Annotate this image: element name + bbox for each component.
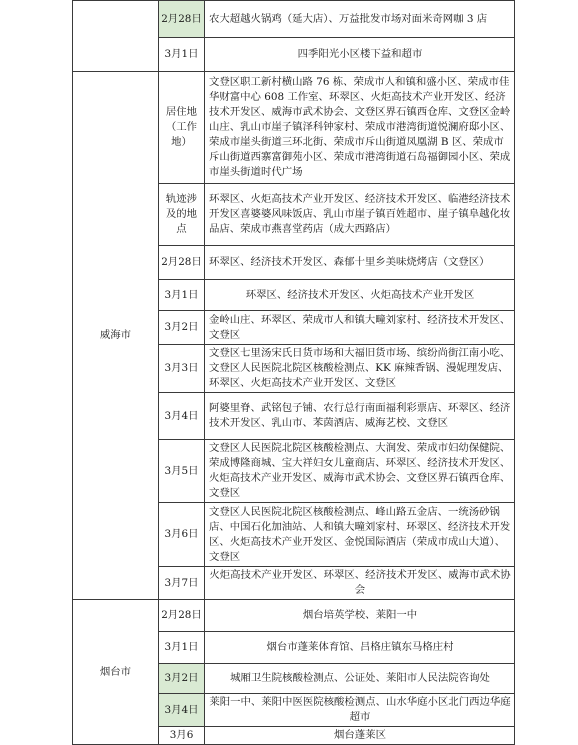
track-label: 轨迹涉及的地点 <box>159 184 205 246</box>
document <box>72 0 515 745</box>
location-cell: 烟台市蓬莱体育馆、吕格庄镇东马格庄村 <box>205 632 515 664</box>
location-cell: 环翠区、火炬高技术产业开发区、经济技术开发区、临港经济技术开发区喜婆婆风味饭店、乳山市崖子镇百姓超市、崖子镇阜越化妆品店、荣成市燕喜堂药店（成大西路店） <box>205 184 515 246</box>
location-cell: 环翠区、经济技术开发区、火炬高技术产业开发区 <box>205 280 515 311</box>
date-cell: 3月4日 <box>159 393 205 440</box>
location-cell: 文登区七里汤宋氏日货市场和大福旧货市场、缤纷尚街江南小吃、文登区人民医院北院区核酸检测点、KK 麻辣香锅、漫妮理发店、环翠区、火炬高技术产业开发区、文登区 <box>205 345 515 393</box>
date-cell: 3月3日 <box>159 345 205 393</box>
city-cell: 威海市 <box>73 72 159 600</box>
date-cell: 2月28日 <box>159 600 205 632</box>
location-cell: 环翠区、经济技术开发区、森郁十里乡美味烧烤店（文登区） <box>205 246 515 280</box>
location-cell: 文登区人民医院北院区核酸检测点、大润发、荣成市妇幼保健院、荣成博隆商城、宝大祥妇女儿童商店、环翠区、经济技术开发区、火炬高技术产业开发区、威海市武术协会、文登区界石镇西仓库、文登区 <box>205 440 515 503</box>
location-cell: 文登区人民医院北院区核酸检测点、峰山路五金店、一统汤砂锅店、中国石化加油站、人和镇大疃刘家村、环翠区、经济技术开发区、火炬高技术产业开发区、金悦国际酒店（荣成市成山大道）、文登区 <box>205 503 515 567</box>
location-cell: 火炬高技术产业开发区、环翠区、经济技术开发区、威海市武术协会 <box>205 567 515 600</box>
table-row <box>73 1 515 38</box>
date-cell: 3月7日 <box>159 567 205 600</box>
date-cell: 3月5日 <box>159 440 205 503</box>
date-cell: 3月2日 <box>159 311 205 345</box>
residence-label: 居住地（工作地） <box>159 72 205 184</box>
table-row <box>73 600 515 632</box>
date-cell: 3月2日 <box>159 664 205 694</box>
city-cell-continued <box>73 1 159 72</box>
date-cell: 3月1日 <box>159 632 205 664</box>
location-cell: 金岭山庄、环翠区、荣成市人和镇大疃刘家村、经济技术开发区、文登区 <box>205 311 515 345</box>
location-cell: 烟台蓬莱区 <box>205 727 515 745</box>
date-cell: 3月1日 <box>159 280 205 311</box>
table-row <box>73 72 515 184</box>
date-cell: 3月1日 <box>159 38 205 72</box>
city-cell: 烟台市 <box>73 600 159 745</box>
date-cell: 3月4日 <box>159 694 205 727</box>
location-cell: 烟台培英学校、莱阳一中 <box>205 600 515 632</box>
location-cell: 莱阳一中、莱阳中医医院核酸检测点、山水华庭小区北门西边华庭超市 <box>205 694 515 727</box>
location-cell: 农大超越火锅鸡（延大店）、万益批发市场对面米奇网咖 3 店 <box>205 1 515 38</box>
location-cell: 文登区职工新村横山路 76 栋、荣成市人和镇和盛小区、荣成市佳华财富中心 608 工作室、环翠区、火炬高技术产业开发区、经济技术开发区、威海市武术协会、文登区界石镇西仓库、文登区金岭山庄、乳山市崖子镇泽科钟家村、荣成市港湾街道悦澜府邸小区、荣成市崖头街道三环北街、荣成市斥山街道凤凰湖 B 区、荣成市斥山街道西寨富御苑小区、荣成市港湾街道石岛福御园小区、荣成市崖头街道时代广场 <box>205 72 515 184</box>
date-cell: 3月6 <box>159 727 205 745</box>
date-cell: 2月28日 <box>159 246 205 280</box>
case-location-table <box>72 0 515 745</box>
location-cell: 城厢卫生院核酸检测点、公证处、莱阳市人民法院咨询处 <box>205 664 515 694</box>
location-cell: 四季阳光小区楼下益和超市 <box>205 38 515 72</box>
location-cell: 阿婆里脊、武铭包子铺、农行总行南面福利彩票店、环翠区、经济技术开发区、乳山市、苯茵酒店、威海艺校、文登区 <box>205 393 515 440</box>
date-cell: 2月28日 <box>159 1 205 38</box>
date-cell: 3月6日 <box>159 503 205 567</box>
